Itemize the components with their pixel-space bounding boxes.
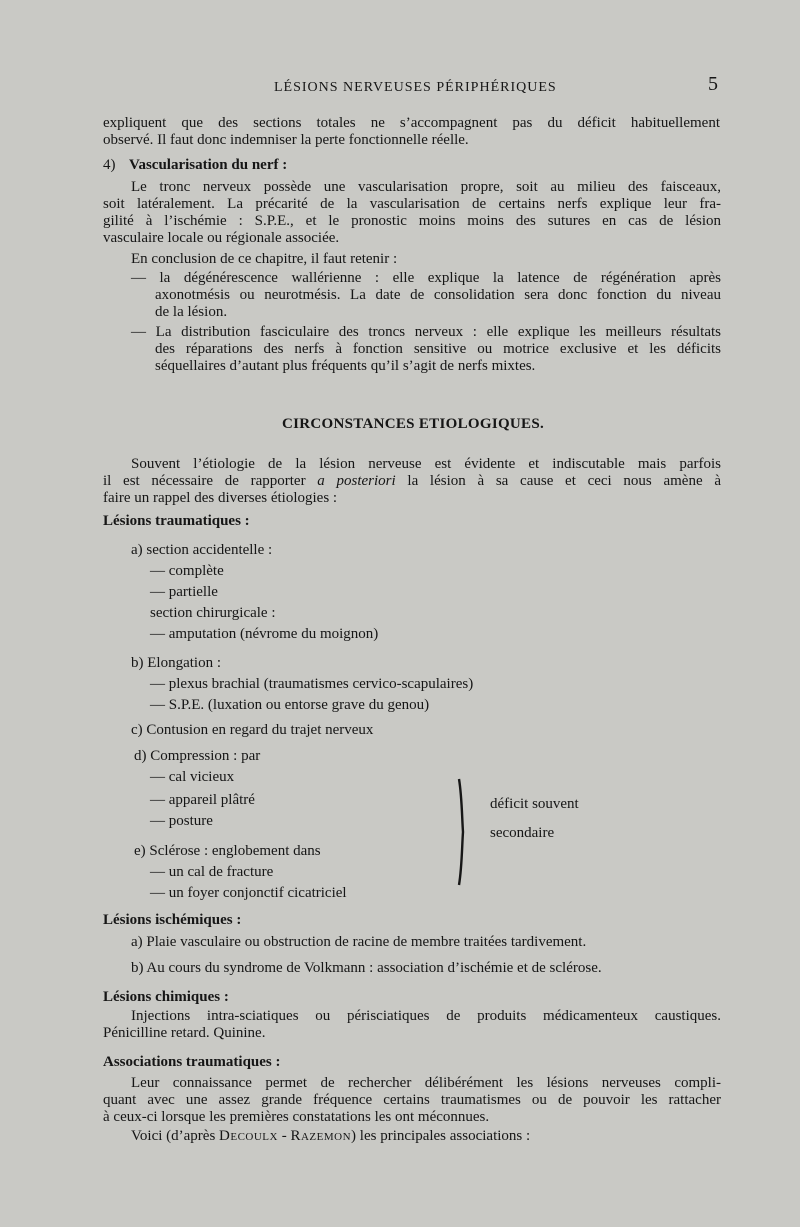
paragraph-line: En conclusion de ce chapitre, il faut retenir : — [131, 251, 398, 267]
list-subitem: — plexus brachial (traumatismes cervico-scapulaires) — [150, 676, 474, 692]
list-subitem: — posture — [150, 813, 213, 829]
list-subitem: — partielle — [150, 584, 218, 600]
list-subitem: — S.P.E. (luxation ou entorse grave du genou) — [150, 697, 430, 713]
subsection-heading: Lésions ischémiques : — [103, 912, 242, 928]
subsection-heading: Associations traumatiques : — [103, 1054, 281, 1070]
text-run: Voici (d’après — [131, 1128, 220, 1144]
paragraph-line — [103, 473, 721, 490]
subsection-heading: Lésions traumatiques : — [103, 513, 250, 529]
paragraph-line: Souvent l’étiologie de la lésion nerveuse est évidente et indiscutable mais parfois — [131, 456, 721, 472]
page-number: 5 — [708, 73, 718, 95]
list-item: a) section accidentelle : — [131, 542, 273, 558]
paragraph-line: à ceux-ci lorsque les premières constatations les ont méconnues. — [103, 1109, 490, 1125]
paragraph-line: gilité à l’ischémie : S.P.E., et le pronostic moins moins des sutures en cas de lésion — [103, 213, 721, 229]
list-item: section chirurgicale : — [150, 605, 276, 621]
paragraph-line: faire un rappel des diverses étiologies : — [103, 490, 338, 506]
paragraph-line: vasculaire locale ou régionale associée. — [103, 230, 340, 246]
bullet-line: — La distribution fasciculaire des troncs nerveux : elle explique les meilleurs résultats — [131, 324, 721, 340]
list-item: a) Plaie vasculaire ou obstruction de racine de membre traitées tardivement. — [131, 934, 587, 950]
bullet-line: de la lésion. — [155, 304, 228, 320]
list-subitem: — amputation (névrome du moignon) — [150, 626, 379, 642]
paragraph-line: Leur connaissance permet de rechercher délibérément les lésions nerveuses compli- — [131, 1075, 721, 1091]
author-name: Decoulx — [219, 1128, 278, 1144]
running-title: LÉSIONS NERVEUSES PÉRIPHÉRIQUES — [274, 80, 557, 95]
bullet-line: axonotmésis ou neurotmésis. La date de consolidation sera donc fonction du niveau — [155, 287, 721, 303]
bullet-line: des réparations des nerfs à fonction sensitive ou motrice exclusive et les déficits — [155, 341, 721, 357]
list-subitem: — un cal de fracture — [150, 864, 274, 880]
list-subitem: — complète — [150, 563, 224, 579]
paragraph-line: Injections intra-sciatiques ou périsciatiques de produits médicamenteux caustiques. — [131, 1008, 721, 1024]
list-subitem: — cal vicieux — [150, 769, 235, 785]
author-name: Razemon — [290, 1128, 352, 1144]
paragraph-line: Pénicilline retard. Quinine. — [103, 1025, 266, 1041]
subsection-heading: Vascularisation du nerf : — [129, 157, 288, 173]
list-item: b) Au cours du syndrome de Volkmann : association d’ischémie et de sclérose. — [131, 960, 602, 976]
brace-note: secondaire — [490, 825, 555, 841]
paragraph-line: Le tronc nerveux possède une vascularisation propre, soit au milieu des faisceaux, — [131, 179, 721, 195]
italic-text: a posteriori — [317, 473, 396, 489]
list-subitem: — appareil plâtré — [150, 792, 255, 808]
list-item: b) Elongation : — [131, 655, 221, 671]
list-item: e) Sclérose : englobement dans — [134, 843, 321, 859]
text-run: il est nécessaire de rapporter — [103, 473, 318, 489]
subsection-heading: Lésions chimiques : — [103, 989, 229, 1005]
text-run: - — [277, 1128, 291, 1144]
grouping-brace — [456, 777, 468, 887]
section-title: CIRCONSTANCES ETIOLOGIQUES. — [282, 416, 545, 432]
brace-note: déficit souvent — [490, 796, 579, 812]
paragraph-line: quant avec une assez grande fréquence certains traumatismes ou de pouvoir les rattacher — [103, 1092, 721, 1108]
section-number: 4) — [103, 157, 116, 173]
list-subitem: — un foyer conjonctif cicatriciel — [150, 885, 347, 901]
paragraph-line: soit latéralement. La précarité de la vascularisation de certains nerfs explique leur fra- — [103, 196, 721, 212]
text-run: ) les principales associations : — [351, 1128, 531, 1144]
intro-line: expliquent que des sections totales ne s’accompagnent pas du déficit habituellement — [103, 115, 720, 131]
intro-line: observé. Il faut donc indemniser la perte fonctionnelle réelle. — [103, 132, 469, 148]
list-item: c) Contusion en regard du trajet nerveux — [131, 722, 374, 738]
bullet-line: — la dégénérescence wallérienne : elle explique la latence de régénération après — [131, 270, 721, 286]
text-run: la lésion à sa cause et ceci nous amène à — [395, 473, 721, 489]
paragraph-line — [131, 1128, 530, 1145]
bullet-line: séquellaires d’autant plus fréquents qu’il s’agit de nerfs mixtes. — [155, 358, 536, 374]
list-item: d) Compression : par — [134, 748, 261, 764]
